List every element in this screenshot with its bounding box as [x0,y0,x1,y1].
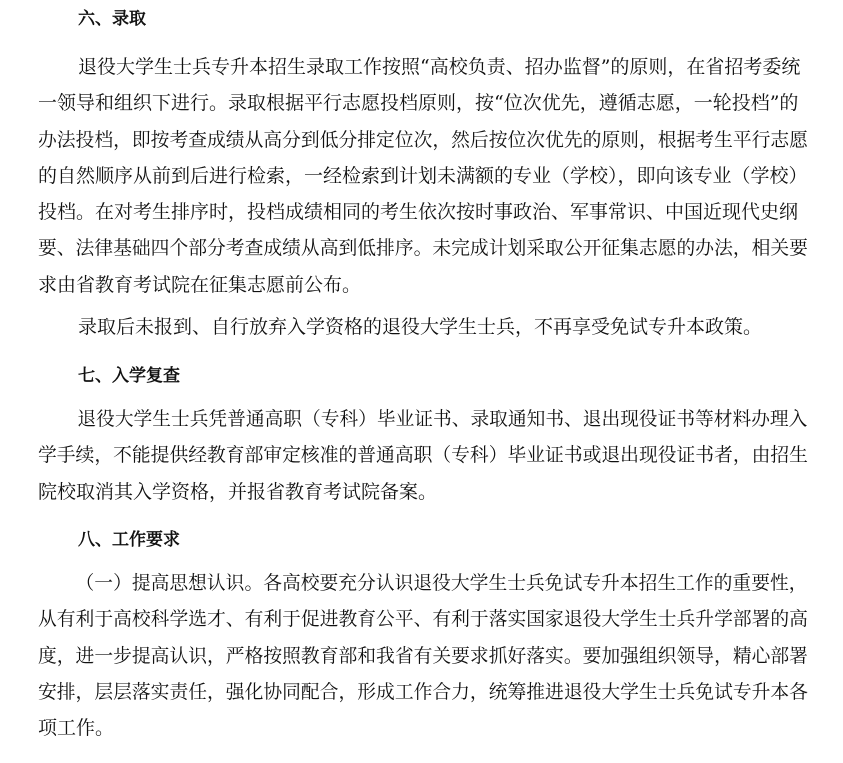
text-line: 学手续，不能提供经教育部审定核准的普通高职（专科）毕业证书或退出现役证书者，由招生 [38,444,808,467]
text-line: 安排，层层落实责任，强化协同配合，形成工作合力，统筹推进退役大学生士兵免试专升本各 [38,680,808,703]
text-line: 退役大学生士兵凭普通高职（专科）毕业证书、录取通知书、退出现役证书等材料办理入 [77,408,808,430]
paragraph-admission-rules [38,49,808,303]
text-line: 录取后未报到、自行放弃入学资格的退役大学生士兵，不再享受免试专升本政策。 [78,316,763,338]
paragraph-raise-awareness [38,565,808,746]
text-line: 投档。在对考生排序时，投档成绩相同的考生依次按时事政治、军事常识、中国近现代史纲 [38,201,799,224]
text-line: 要、法律基础四个部分考查成绩从高到低排序。未完成计划采取公开征集志愿的办法，相关要 [38,237,808,260]
text-line: 度，进一步提高认识，严格按照教育部和我省有关要求抓好落实。要加强组织领导，精心部署 [38,644,808,667]
section-heading-admission: 六、录取 [78,9,146,29]
text-line: 办法投档，即按考查成绩从高分到低分排定位次，然后按位次优先的原则，根据考生平行志愿 [38,128,808,151]
paragraph-no-show-policy [38,309,808,345]
section-heading-enrollment-review: 七、入学复查 [78,366,180,386]
text-line: 退役大学生士兵专升本招生录取工作按照“高校负责、招办监督”的原则，在省招考委统 [78,56,801,78]
text-line: 项工作。 [38,717,115,740]
text-line: 从有利于高校科学选才、有利于促进教育公平、有利于落实国家退役大学生士兵升学部署的高 [38,608,808,631]
text-line: 求由省教育考试院在征集志愿前公布。 [38,273,362,296]
text-line: 一领导和组织下进行。录取根据平行志愿投档原则，按“位次优先，遵循志愿，一轮投档”的 [38,92,799,115]
paragraph-enrollment-review [38,401,808,510]
text-line: 的自然顺序从前到后进行检索，一经检索到计划未满额的专业（学校），即向该专业（学校） [38,164,808,187]
text-line: 院校取消其入学资格，并报省教育考试院备案。 [38,480,438,503]
text-line: （一）提高思想认识。各高校要充分认识退役大学生士兵免试专升本招生工作的重要性， [75,572,808,594]
section-heading-work-requirements: 八、工作要求 [78,530,180,550]
